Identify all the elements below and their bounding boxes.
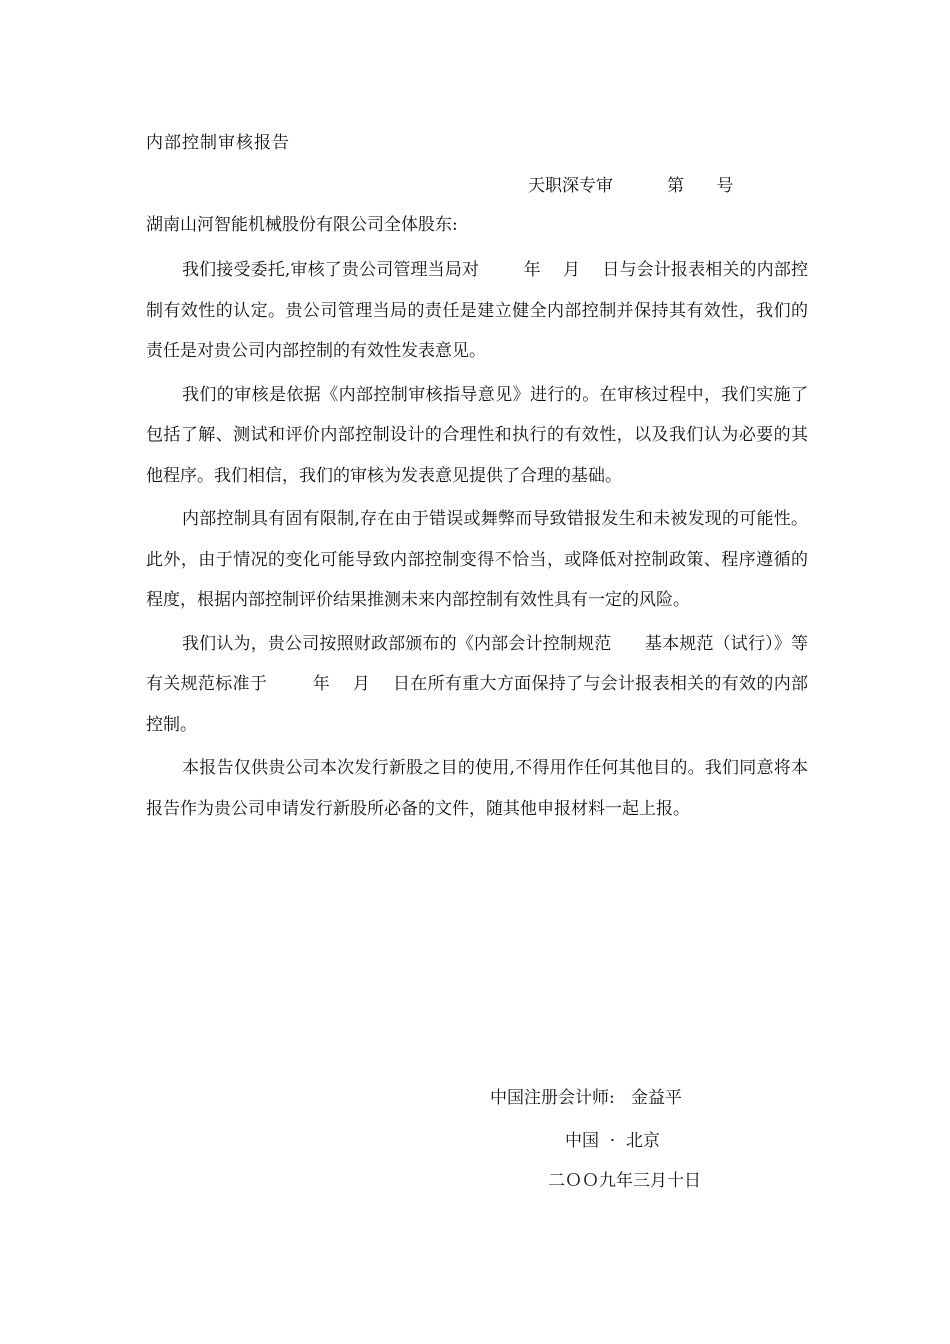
paragraph-usage: 本报告仅供贵公司本次发行新股之目的使用,不得用作任何其他目的。我们同意将本报告作为贵公司申请发行新股所必备的文件，随其他申报材料一起上报。: [146, 758, 808, 819]
paragraph-limitations: 内部控制具有固有限制,存在由于错误或舞弊而导致错报发生和未被发现的可能性。此外，由于情况的变化可能导致内部控制变得不恰当，或降低对控制政策、程序遵循的程度，根据内部控制评价结果推测未来内部控制有效性具有一定的风险。: [146, 509, 808, 610]
paragraph-engagement: 我们接受委托,审核了贵公司管理当局对 年 月 日与会计报表相关的内部控制有效性的认定。贵公司管理当局的责任是建立健全内部控制并保持其有效性，我们的责任是对贵公司内部控制的有效性发表意见。: [146, 260, 808, 361]
report-body: [146, 250, 808, 832]
report-reference-number: 天职深专审 第 号: [528, 176, 734, 196]
signature-cpa: 中国注册会计师: 金益平: [490, 1088, 682, 1108]
report-addressee: 湖南山河智能机械股份有限公司全体股东:: [146, 215, 458, 235]
signature-date: 二ＯＯ九年三月十日: [548, 1171, 701, 1191]
paragraph-opinion: 我们认为，贵公司按照财政部颁布的《内部会计控制规范 基本规范（试行）》等有关规范标准于 年 月 日在所有重大方面保持了与会计报表相关的有效的内部控制。: [146, 633, 808, 735]
paragraph-basis: 我们的审核是依据《内部控制审核指导意见》进行的。在审核过程中，我们实施了包括了解、测试和评价内部控制设计的合理性和执行的有效性，以及我们认为必要的其他程序。我们相信，我们的审核为发表意见提供了合理的基础。: [146, 384, 808, 486]
signature-location: 中国 · 北京: [565, 1131, 661, 1151]
report-title: 内部控制审核报告: [146, 133, 290, 153]
